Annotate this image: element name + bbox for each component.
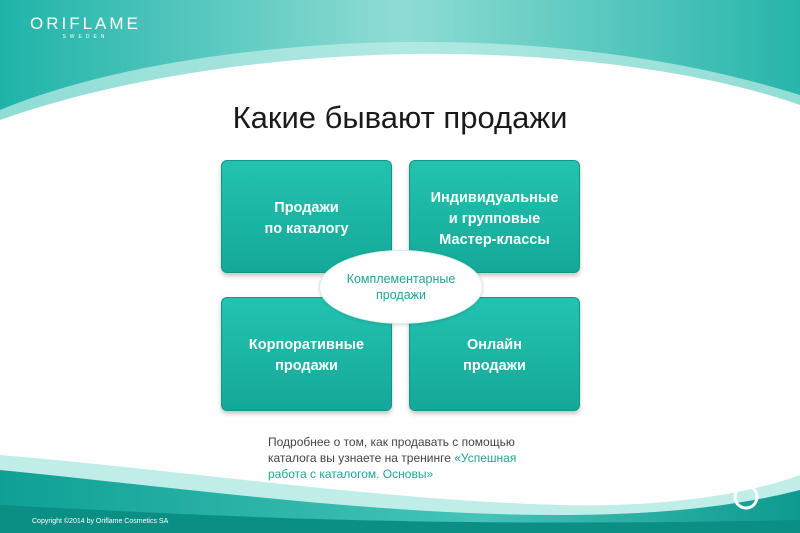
logo-sub: SWEDEN	[62, 34, 109, 40]
page-title: Какие бывают продажи	[232, 100, 568, 135]
ring-icon	[731, 482, 761, 512]
note-highlight: «Успешная работа с каталогом. Основы»	[268, 451, 517, 481]
copyright-text: Copyright ©2014 by Oriflame Cosmetics SA	[32, 518, 169, 525]
card-label: Индивидуальные и групповые Мастер-классы	[430, 190, 559, 248]
card-label: Онлайн продажи	[463, 337, 526, 374]
center-ellipse: Комплементарные продажи	[319, 250, 483, 324]
training-note	[268, 434, 538, 482]
card-label: Продажи по каталогу	[264, 200, 349, 237]
logo-name: ORIFLAME	[30, 14, 141, 33]
oriflame-logo	[30, 15, 141, 40]
note-text: Подробнее о том, как продавать с помощью каталога вы узнаете на тренинге	[268, 435, 515, 465]
card-label: Корпоративные продажи	[248, 337, 365, 374]
